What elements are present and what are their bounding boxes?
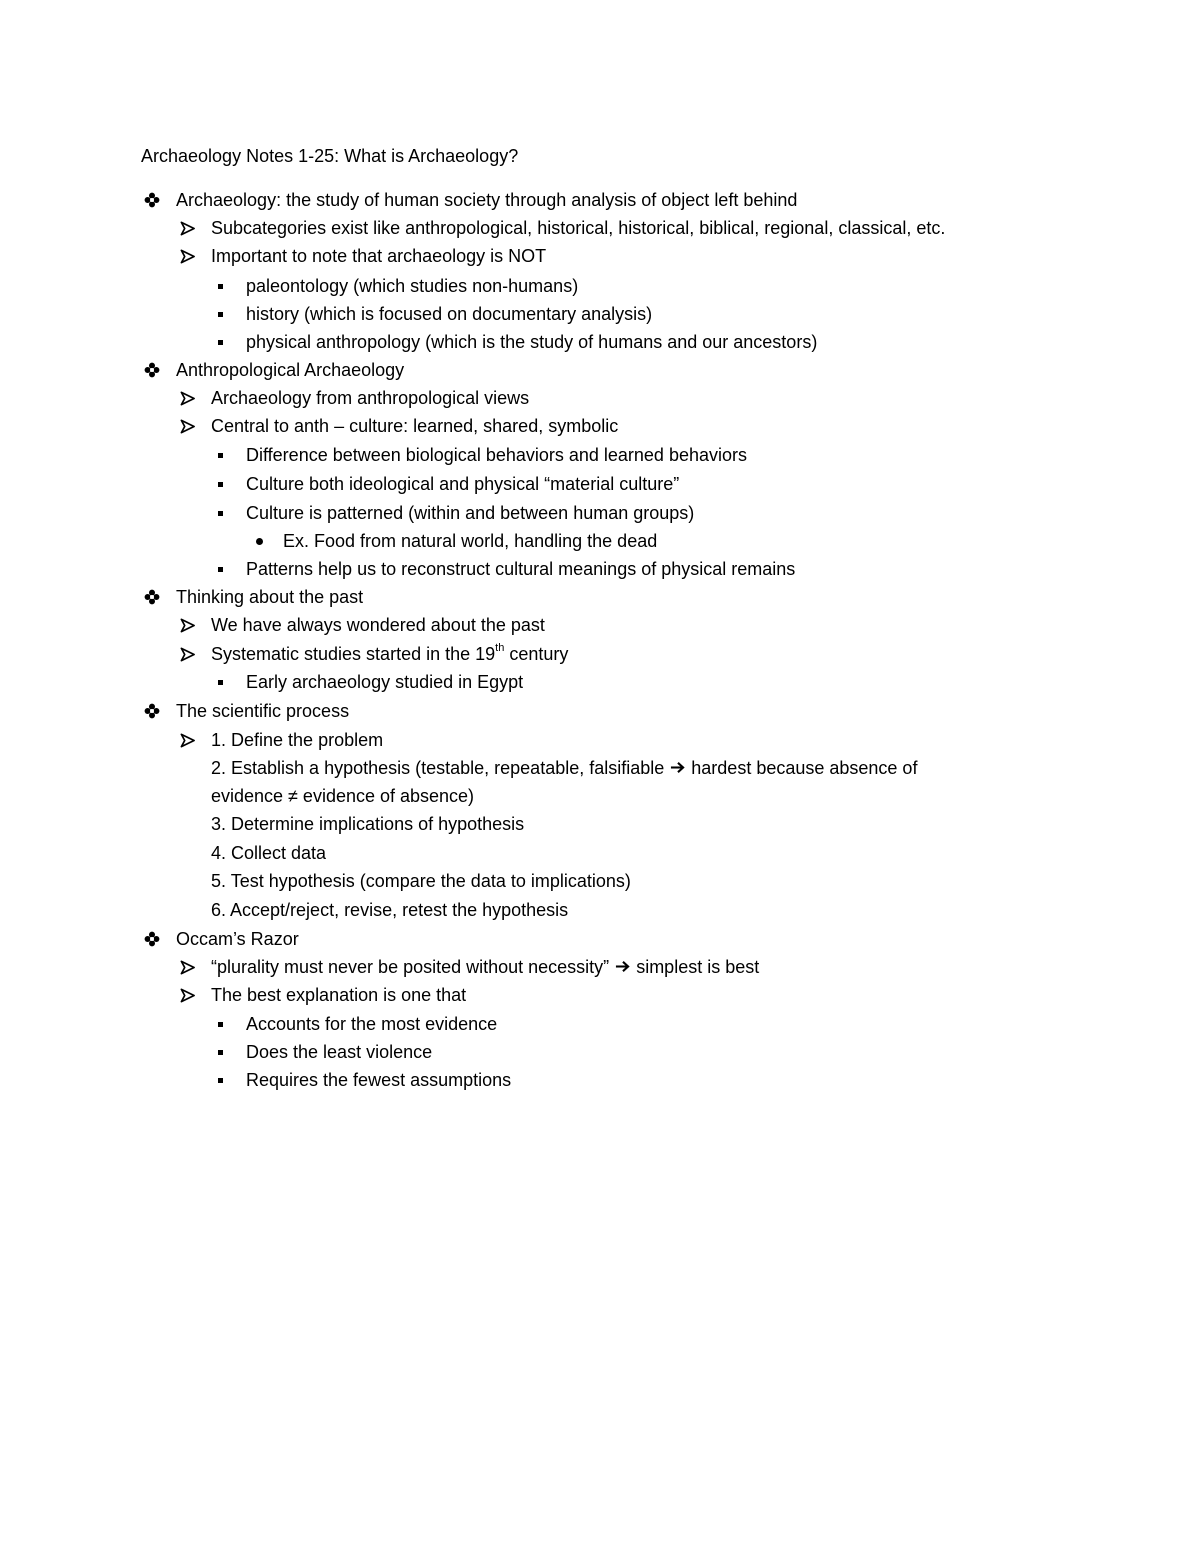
text-fragment: century [504,644,569,664]
list-item-text: 5. Test hypothesis (compare the data to implications) [211,871,631,891]
text-fragment: hardest because absence of [686,758,918,778]
diamond-bullet-icon [140,186,164,214]
square-bullet-icon [208,272,232,300]
text-fragment: “plurality must never be posited without necessity” [211,957,615,977]
section-heading-text: Thinking about the past [176,587,364,607]
arrowhead-bullet-icon [175,412,199,440]
list-item-text: 1. Define the problem [211,730,384,750]
list-item-text [211,953,759,982]
square-bullet-icon [208,555,232,583]
list-item-text: physical anthropology (which is the study of humans and our ancestors) [246,332,818,352]
square-bullet-icon [208,470,232,498]
square-bullet-icon [208,1066,232,1094]
list-item-text: paleontology (which studies non-humans) [246,276,579,296]
arrowhead-bullet-icon [175,953,199,981]
list-item-text: Culture both ideological and physical “material culture” [246,474,680,494]
list-item-text: Important to note that archaeology is NOT [211,246,547,266]
list-item-text: history (which is focused on documentary analysis) [246,304,653,324]
text-fragment: Systematic studies started in the 19 [211,644,496,664]
list-item-text: 6. Accept/reject, revise, retest the hypothesis [211,900,569,920]
list-item-text [211,640,568,668]
list-item-text: Does the least violence [246,1042,433,1062]
text-fragment: simplest is best [631,957,760,977]
arrowhead-bullet-icon [175,384,199,412]
square-bullet-icon [208,441,232,469]
text-fragment: 2. Establish a hypothesis (testable, repeatable, falsifiable [211,758,670,778]
list-item-text: Central to anth – culture: learned, shared, symbolic [211,416,619,436]
list-item-text: The best explanation is one that [211,985,467,1005]
square-bullet-icon [208,328,232,356]
superscript: th [495,642,505,654]
arrowhead-bullet-icon [175,981,199,1009]
square-bullet-icon [208,300,232,328]
arrowhead-bullet-icon [175,726,199,754]
list-item-text: Requires the fewest assumptions [246,1070,512,1090]
list-item-text: Patterns help us to reconstruct cultural meanings of physical remains [246,559,796,579]
right-arrow-icon [615,954,630,982]
list-item-text: We have always wondered about the past [211,615,545,635]
page-title: Archaeology Notes 1-25: What is Archaeology? [141,146,519,166]
arrowhead-bullet-icon [175,640,199,668]
square-bullet-icon [208,668,232,696]
diamond-bullet-icon [140,925,164,953]
list-item-text: 3. Determine implications of hypothesis [211,814,525,834]
diamond-bullet-icon [140,697,164,725]
list-item-text: Subcategories exist like anthropological, historical, historical, biblical, regional, classical, etc. [211,218,946,238]
section-heading-text: Archaeology: the study of human society through analysis of object left behind [176,190,798,210]
section-heading-text: The scientific process [176,701,350,721]
list-item-text: Early archaeology studied in Egypt [246,672,524,692]
arrowhead-bullet-icon [175,611,199,639]
list-item-text: evidence ≠ evidence of absence) [211,786,475,806]
square-bullet-icon [208,1038,232,1066]
arrowhead-bullet-icon [175,242,199,270]
list-item-text [211,754,917,783]
list-item-text: Archaeology from anthropological views [211,388,530,408]
list-item-text: Difference between biological behaviors and learned behaviors [246,445,747,465]
right-arrow-icon [670,755,685,783]
section-heading-text: Occam’s Razor [176,929,299,949]
square-bullet-icon [208,1010,232,1038]
list-item-text: 4. Collect data [211,843,327,863]
list-item-text: Accounts for the most evidence [246,1014,498,1034]
list-item-text: Ex. Food from natural world, handling the dead [283,531,658,551]
diamond-bullet-icon [140,583,164,611]
square-bullet-icon [208,499,232,527]
diamond-bullet-icon [140,356,164,384]
list-item-text: Culture is patterned (within and between human groups) [246,503,695,523]
section-heading-text: Anthropological Archaeology [176,360,405,380]
dot-bullet-icon [247,527,271,555]
arrowhead-bullet-icon [175,214,199,242]
